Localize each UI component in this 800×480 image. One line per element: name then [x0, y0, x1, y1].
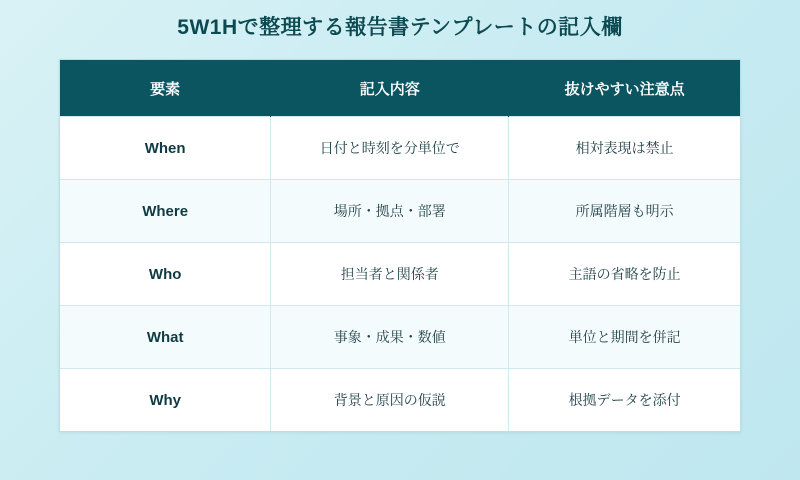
cell-content: 日付と時刻を分単位で: [271, 117, 509, 180]
cell-element: Where: [60, 180, 271, 243]
cell-content: 担当者と関係者: [271, 243, 509, 306]
page-title: 5W1Hで整理する報告書テンプレートの記入欄: [177, 16, 623, 39]
cell-element: Who: [60, 243, 271, 306]
cell-element: Why: [60, 369, 271, 432]
table-body: [60, 117, 740, 432]
column-header-caution: 抜けやすい注意点: [509, 60, 740, 117]
table-row: [60, 117, 740, 180]
column-header-content: 記入内容: [271, 60, 509, 117]
cell-content: 場所・拠点・部署: [271, 180, 509, 243]
cell-caution: 主語の省略を防止: [509, 243, 740, 306]
cell-caution: 単位と期間を併記: [509, 306, 740, 369]
cell-caution: 根拠データを添付: [509, 369, 740, 432]
cell-caution: 所属階層も明示: [509, 180, 740, 243]
cell-caution: 相対表現は禁止: [509, 117, 740, 180]
table-row: [60, 306, 740, 369]
table-row: [60, 243, 740, 306]
table-row: [60, 369, 740, 432]
cell-content: 背景と原因の仮説: [271, 369, 509, 432]
cell-content: 事象・成果・数値: [271, 306, 509, 369]
cell-element: When: [60, 117, 271, 180]
cell-element: What: [60, 306, 271, 369]
column-header-element: 要素: [60, 60, 271, 117]
report-template-table: [59, 59, 741, 432]
table-header: [60, 60, 740, 117]
table-header-row: [60, 60, 740, 117]
table-row: [60, 180, 740, 243]
table: [60, 60, 740, 431]
